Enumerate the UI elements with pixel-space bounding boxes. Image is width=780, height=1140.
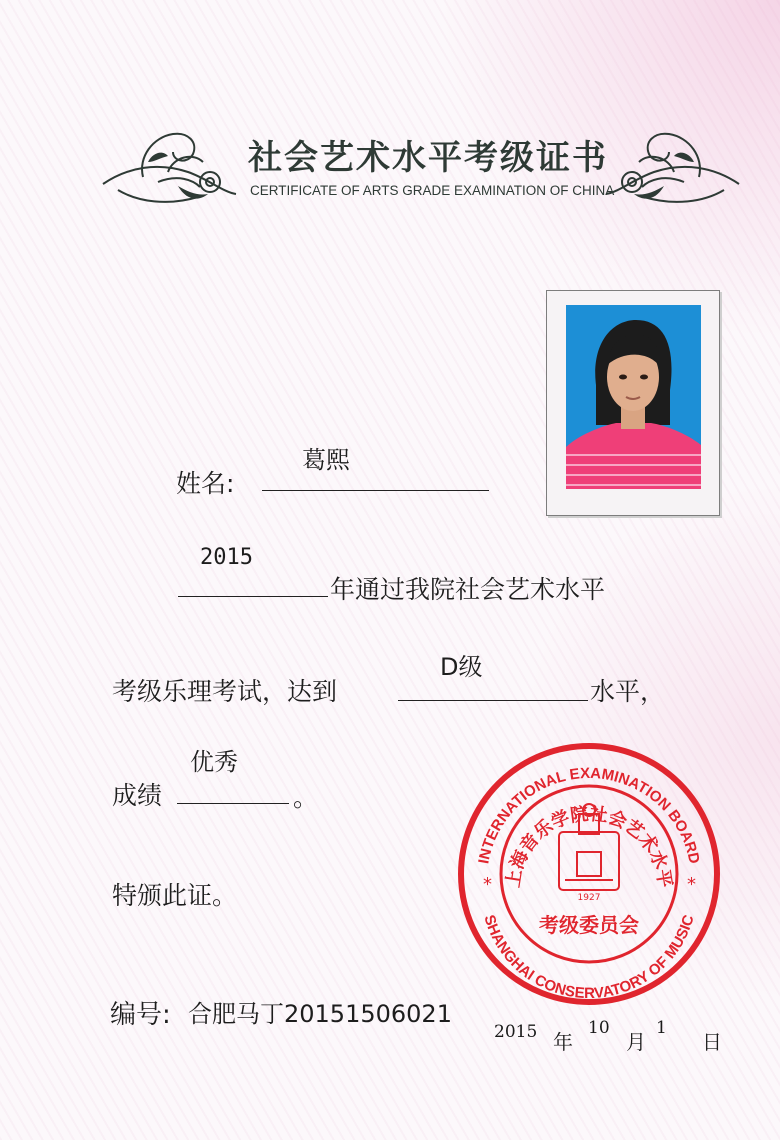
right-ornament-icon — [604, 122, 744, 212]
seal-star-right: * — [687, 874, 696, 895]
name-underline — [262, 490, 489, 491]
name-label: 姓名: — [176, 469, 235, 498]
seal-inner-bottom-text: 考级委员会 — [539, 913, 639, 937]
score-suffix: 。 — [293, 783, 319, 812]
number-label: 编号: — [110, 1000, 171, 1030]
seal-outer-top-text: INTERNATIONAL EXAMINATION BOARD — [475, 764, 703, 866]
seal-inner-arc-text: 上海音乐学院社会艺术水平 — [502, 803, 676, 889]
date-month-unit: 月 — [626, 1030, 646, 1054]
seal-outer-bottom-text: SHANGHAI CONSERVATORY OF MUSIC — [480, 912, 698, 1003]
seal-emblem-year: 1927 — [577, 893, 601, 903]
year-text: 年通过我院社会艺术水平 — [330, 575, 606, 604]
year-underline — [178, 596, 328, 597]
date-year: 2015 — [494, 1022, 538, 1042]
left-ornament-icon — [98, 122, 238, 212]
certificate-subtitle: CERTIFICATE OF ARTS GRADE EXAMINATION OF CHINA — [250, 183, 615, 198]
level-value: D级 — [440, 653, 483, 681]
exam-text: 考级乐理考试，达到 — [112, 677, 338, 706]
number-value: 合肥马丁20151506021 — [188, 1000, 452, 1028]
date-day: 1 — [656, 1018, 667, 1038]
certificate-title: 社会艺术水平考级证书 — [248, 138, 608, 178]
seal-star-left: * — [483, 874, 492, 895]
date-month: 10 — [588, 1018, 610, 1038]
portrait-photo — [566, 305, 701, 489]
date-year-unit: 年 — [553, 1030, 573, 1054]
name-value: 葛熙 — [302, 446, 350, 474]
year-value: 2015 — [200, 545, 253, 570]
official-seal — [455, 740, 723, 1008]
date-day-unit: 日 — [702, 1030, 722, 1054]
score-label: 成绩 — [112, 781, 163, 810]
level-underline — [398, 700, 588, 701]
level-suffix: 水平， — [590, 677, 666, 706]
score-value: 优秀 — [190, 748, 238, 776]
certify-text: 特颁此证。 — [112, 881, 238, 910]
score-underline — [177, 803, 289, 804]
